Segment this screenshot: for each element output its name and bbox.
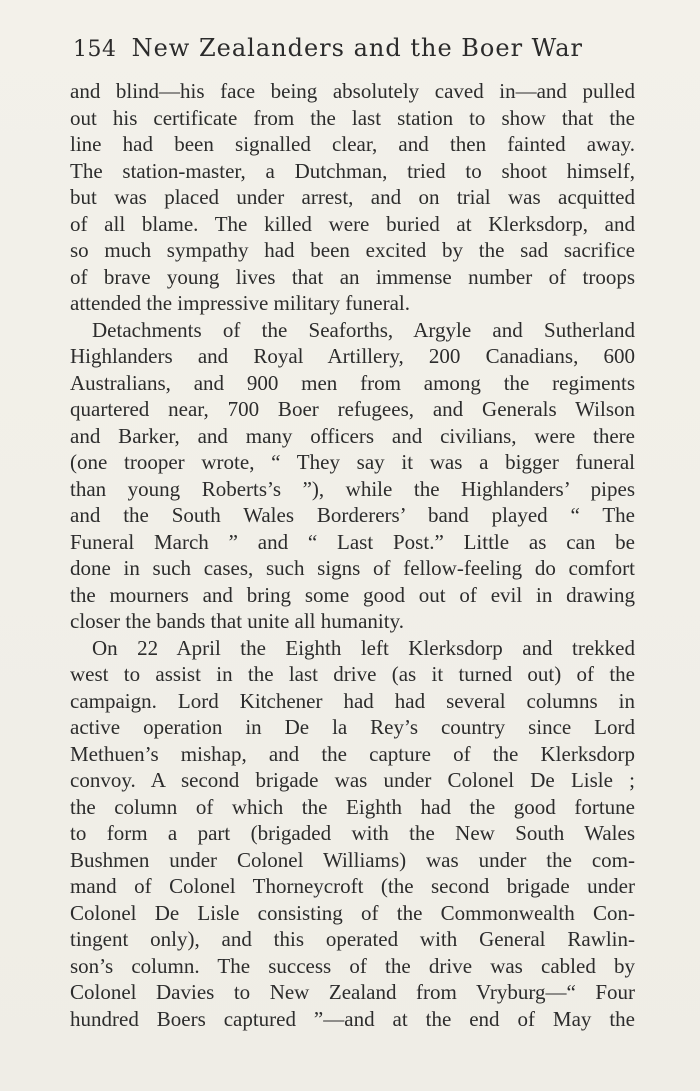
text-line: west to assist in the last drive (as it turned out) of the — [70, 662, 635, 686]
text-line: and the South Wales Borderers’ band played “ The — [70, 503, 635, 527]
text-line: Detachments of the Seaforths, Argyle and Sutherland — [92, 317, 635, 342]
text-line: mand of Colonel Thorneycroft (the second brigade under — [70, 874, 635, 898]
text-line: and Barker, and many officers and civilians, were there — [70, 423, 635, 448]
text-line: Funeral March ” and “ Last Post.” Little as can be — [70, 529, 635, 554]
text-line: Colonel De Lisle consisting of the Commonwealth Con- — [70, 900, 635, 925]
text-line: active operation in De la Rey’s country since Lord — [70, 715, 635, 739]
text-line: Bushmen under Colonel Williams) was under the com- — [70, 847, 635, 872]
text-line: closer the bands that unite all humanity. — [70, 609, 404, 633]
text-line: attended the impressive military funeral. — [70, 291, 410, 315]
text-line: On 22 April the Eighth left Klerksdorp and trekked — [92, 635, 635, 660]
text-line: and blind—his face being absolutely caved in—and pulled — [70, 79, 635, 103]
text-line: son’s column. The success of the drive was cabled by — [70, 953, 635, 978]
text-line: quartered near, 700 Boer refugees, and Generals Wilson — [70, 397, 635, 421]
text-line: hundred Boers captured ”—and at the end of May the — [70, 1006, 635, 1031]
text-line: out his certificate from the last station to show that the — [70, 105, 635, 130]
text-line: tingent only), and this operated with General Rawlin- — [70, 927, 635, 951]
text-line: Highlanders and Royal Artillery, 200 Canadians, 600 — [70, 344, 635, 368]
text-line: Colonel Davies to New Zealand from Vryburg—“ Four — [70, 980, 635, 1004]
page-header — [73, 34, 633, 66]
text-line: The station-master, a Dutchman, tried to shoot himself, — [70, 158, 635, 183]
text-line: done in such cases, such signs of fellow-feeling do comfort — [70, 556, 635, 580]
page-number: 154 — [73, 37, 117, 62]
body-text — [70, 78, 635, 1032]
text-line: convoy. A second brigade was under Colonel De Lisle ; — [70, 768, 635, 792]
text-line: to form a part (brigaded with the New South Wales — [70, 821, 635, 845]
text-line: (one trooper wrote, “ They say it was a bigger funeral — [70, 450, 635, 474]
text-line: so much sympathy had been excited by the sad sacrifice — [70, 238, 635, 262]
text-line: of all blame. The killed were buried at Klerksdorp, and — [70, 211, 635, 236]
text-line: Methuen’s mishap, and the capture of the Klerksdorp — [70, 741, 635, 766]
text-line: of brave young lives that an immense number of troops — [70, 264, 635, 289]
text-line: but was placed under arrest, and on trial was acquitted — [70, 185, 635, 209]
text-line: the column of which the Eighth had the good fortune — [70, 794, 635, 819]
text-line: than young Roberts’s ”), while the Highlanders’ pipes — [70, 476, 635, 501]
text-line: campaign. Lord Kitchener had had several columns in — [70, 688, 635, 713]
running-title: New Zealanders and the Boer War — [131, 34, 584, 62]
text-line: Australians, and 900 men from among the regiments — [70, 370, 635, 395]
text-line: the mourners and bring some good out of evil in drawing — [70, 582, 635, 607]
text-line: line had been signalled clear, and then fainted away. — [70, 132, 635, 156]
